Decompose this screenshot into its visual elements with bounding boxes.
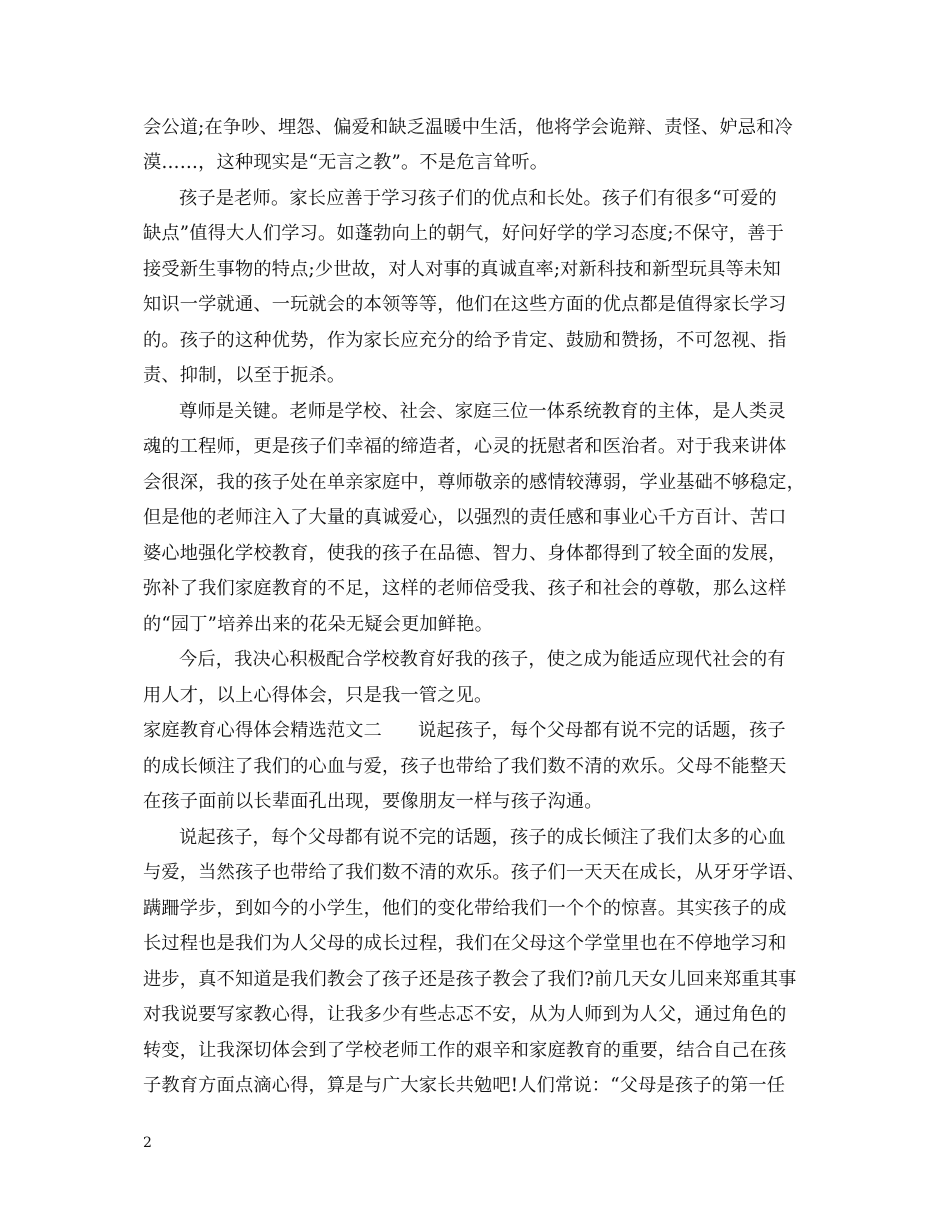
text-line: 但是他的老师注入了大量的真诚爱心，以强烈的责任感和事业心千方百计、苦口 [143, 507, 787, 528]
text-line: 与爱，当然孩子也带给了我们数不清的欢乐。孩子们一天天在成长，从牙牙学语、 [143, 862, 805, 883]
text-line: 弥补了我们家庭教育的不足，这样的老师倍受我、孩子和社会的尊敬，那么这样 [143, 578, 787, 599]
paragraph-start-line: 尊师是关键。老师是学校、社会、家庭三位一体系统教育的主体，是人类灵 [179, 401, 786, 422]
text-line: 在孩子面前以长辈面孔出现，要像朋友一样与孩子沟通。 [143, 791, 603, 812]
text-line: 对我说要写家教心得，让我多少有些忐忑不安，从为人师到为人父，通过角色的 [143, 1004, 787, 1025]
text-line: 会公道;在争吵、埋怨、偏爱和缺乏温暖中生活，他将学会诡辩、责怪、妒忌和冷 [143, 117, 793, 138]
section-intro-text: 说起孩子，每个父母都有说不完的话题，孩子 [418, 720, 786, 741]
page-number: 2 [143, 1135, 152, 1151]
paragraph-start-line: 今后，我决心积极配合学校教育好我的孩子，使之成为能适应现代社会的有 [179, 649, 786, 670]
text-line: 缺点”值得大人们学习。如蓬勃向上的朝气，好问好学的学习态度;不保守，善于 [143, 223, 785, 244]
paragraph-start-line: 孩子是老师。家长应善于学习孩子们的优点和长处。孩子们有很多“可爱的 [179, 188, 777, 209]
text-line: 会很深，我的孩子处在单亲家庭中，尊师敬亲的感情较薄弱，学业基础不够稳定， [143, 472, 805, 493]
text-line: 子教育方面点滴心得，算是与广大家长共勉吧!人们常说：“父母是孩子的第一任 [143, 1075, 786, 1096]
text-line: 责、抑制，以至于扼杀。 [143, 365, 346, 386]
paragraph-start-line: 说起孩子，每个父母都有说不完的话题，孩子的成长倾注了我们太多的心血 [179, 827, 786, 848]
text-line: 转变，让我深切体会到了学校老师工作的艰辛和家庭教育的重要，结合自己在孩 [143, 1040, 787, 1061]
text-line: 长过程也是我们为人父母的成长过程，我们在父母这个学堂里也在不停地学习和 [143, 933, 787, 954]
text-line: 的。孩子的这种优势，作为家长应充分的给予肯定、鼓励和赞扬，不可忽视、指 [143, 330, 787, 351]
text-line: 知识一学就通、一玩就会的本领等等，他们在这些方面的优点都是值得家长学习 [143, 294, 787, 315]
section-title-line [143, 715, 786, 747]
text-line: 进步，真不知道是我们教会了孩子还是孩子教会了我们?前几天女儿回来郑重其事 [143, 969, 797, 990]
text-line: 的“园丁”培养出来的花朵无疑会更加鲜艳。 [143, 614, 493, 635]
text-line: 接受新生事物的特点;少世故，对人对事的真诚直率;对新科技和新型玩具等未知 [143, 259, 781, 280]
section-title: 家庭教育心得体会精选范文二 [143, 720, 383, 741]
text-line: 蹒跚学步，到如今的小学生，他们的变化带给我们一个个的惊喜。其实孩子的成 [143, 898, 787, 919]
text-line: 漠……，这种现实是“无言之教”。不是危言耸听。 [143, 152, 549, 173]
text-line: 用人才，以上心得体会，只是我一管之见。 [143, 685, 493, 706]
text-line: 魂的工程师，更是孩子们幸福的缔造者，心灵的抚慰者和医治者。对于我来讲体 [143, 436, 787, 457]
text-line: 婆心地强化学校教育，使我的孩子在品德、智力、身体都得到了较全面的发展， [143, 543, 787, 564]
text-line: 的成长倾注了我们的心血与爱，孩子也带给了我们数不清的欢乐。父母不能整天 [143, 756, 787, 777]
